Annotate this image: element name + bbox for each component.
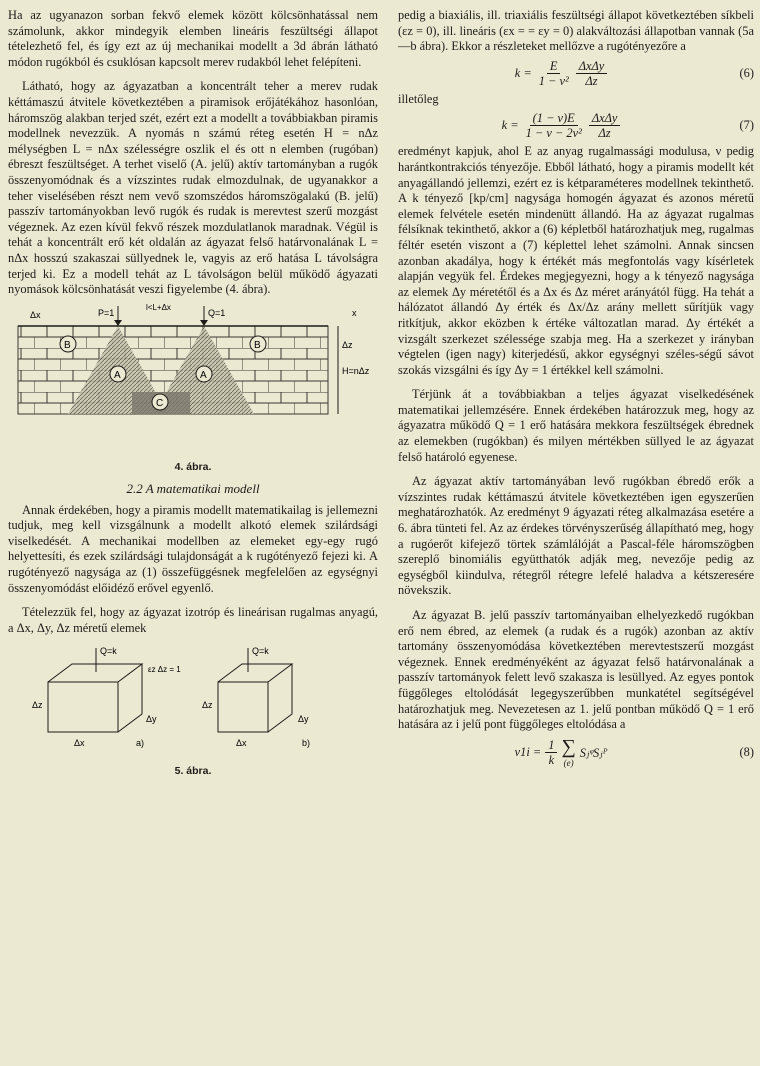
figure-5 <box>8 642 378 777</box>
label-dx-a: Δx <box>74 738 85 749</box>
element-cube-diagram <box>8 642 378 760</box>
equation-7 <box>398 111 754 140</box>
figure-caption: 4. ábra. <box>174 460 212 473</box>
eq-den: 1 − ν − 2ν² <box>525 126 582 141</box>
eq-den: k <box>548 753 555 768</box>
equation-6 <box>398 59 754 88</box>
label-dx: Δx <box>30 309 41 320</box>
section-heading: 2.2 A matematikai modell <box>126 480 260 496</box>
left-column <box>8 8 378 781</box>
label-dz-b: Δz <box>202 700 213 711</box>
label-b-right: B <box>254 339 261 351</box>
label-dy-b: Δy <box>298 714 309 725</box>
label-a-right: A <box>200 369 207 381</box>
eq-num: 1 <box>545 738 557 753</box>
eq-num: E <box>547 59 561 74</box>
eq-den2: Δz <box>598 126 611 141</box>
eq-num2: ΔxΔy <box>576 59 608 74</box>
label-qk-a: Q=k <box>100 646 117 657</box>
paragraph: Ha az ugyanazon sorban fekvő elemek között kölcsönhatással nem számolunk, akkor mindegyik elemben lineáris feszültségi állapot tételezhető fel, és így ezt az új mechanikai modellt a 3d ábrán látható módon rugókból és csuklósan kapcsolt merev rudakból lehet felépíteni. <box>8 8 378 69</box>
equation-number: (7) <box>739 118 754 133</box>
paragraph: eredményt kapjuk, ahol E az anyag rugalmassági modulusa, ν pedig harántkontrakciós tényezője. Ebből látható, hogy a piramis modellt két anyagállandó jellemzi, ezért ez is kétparaméteres modellnek tekinthető. A k tényező [kp/cm] nagysága homogén ágyazat és azonos méretű elemek felvétele esetén mindenütt állandó. Ha az ágyazat rugalmas félsíknak tekinthető, akkor a (6) képletből határozhatjuk meg, rugalmas féltér esetén viszont a (7) képlettel lehet számolni. Annak sincsen azonban akadálya, hogy k értékét más megfontolás vagy kísérletek alapján vegyük fel. Érdekes megjegyezni, hogy a k tényező nagysága az elemek Δy méretétől és a Δx és Δz méret arányától függ. Ha tehát a hálózatot állandó Δy érték és Δx/Δz arány mellett sűrítjük vagy ritkítjuk, akkor eközben k értéke változatlan marad. Δy értékét a vizsgált szerkezet szélessége szabja meg. Ha a szerkezet y irányban végtelen (igen nagy) kiterjedésű, akkor egységnyi széles-ségű sávot szokás vizsgálni és így Δy = 1 értékkel kell számolni. <box>398 144 754 377</box>
figure-caption: 5. ábra. <box>174 765 212 778</box>
label-dy-a: Δy <box>146 714 157 725</box>
label-q: Q=1 <box>208 307 226 318</box>
label-x: x <box>352 307 357 318</box>
paragraph: illetőleg <box>398 91 439 106</box>
label-h: H=nΔz <box>342 365 370 376</box>
eq-den2: Δz <box>585 73 598 88</box>
sum-symbol: ∑ <box>561 735 576 758</box>
equation-number: (8) <box>739 745 754 760</box>
label-eps-a: εz Δz = 1 <box>148 665 181 675</box>
label-a-left: A <box>114 369 121 381</box>
label-p: P=1 <box>98 307 115 318</box>
equation-8 <box>398 737 754 769</box>
label-dz: Δz <box>342 339 353 350</box>
label-a: a) <box>136 738 145 749</box>
eq-den: 1 − ν² <box>538 73 569 88</box>
label-c: C <box>156 397 164 409</box>
figure-4 <box>8 304 378 473</box>
pyramid-model-diagram <box>8 304 378 456</box>
paragraph: Tételezzük fel, hogy az ágyazat izotróp és lineárisan rugalmas anyagú, a Δx, Δy, Δz méretű elemek <box>8 605 378 635</box>
label-b-left: B <box>64 339 71 351</box>
label-b: b) <box>302 738 311 749</box>
paragraph: Az ágyazat B. jelű passzív tartományaiban elhelyezkedő rugókban erő nem ébred, az elemek (a rudak és a rugók) azonban az aktív tartomány összenyomódása következtében merevtestszerű mozgást végeznek. Ennek eredményéként az ágyazat felső határvonalának a passzív tartományok felett levő szakasza is lesüllyed. Az egyes pontok függőleges eltolódását legegyszerűbben munkatétel segítségével határozhatjuk meg. Nevezetesen az 1. jelű pontban működő Q = 1 erő hatására az i jelű pont függőleges eltolódása a <box>398 608 754 732</box>
label-dz-a: Δz <box>32 700 43 711</box>
eq-lhs: k = <box>514 65 532 80</box>
label-qk-b: Q=k <box>252 646 269 657</box>
paragraph: Látható, hogy az ágyazatban a koncentrált teher a merev rudak kéttámaszú átvitele következtében a piramisok erőjátékához hasonlóan, háromszög alakban terjed szét, ezért ezt a modellt a továbbiakban piramis modellnek nevezzük. A nyomás n számú réteg esetén H = nΔz mélységben L = nΔx szélességre oszlik el és ott n elemben (rugóban) ébreszt feszültséget. A terhet viselő (A. jelű) aktív tartományban a rugók összenyomódnak és a vízszintes rudak elmozdulnak, de ugyanakkor a teher viselésében részt nem vevő szomszédos háromszögalakú (B. jelű) passzív tartományokban levő rugók és rudak is merevtest szerű mozgást végeznek. Az ezen kívül fekvő részek mozdulatlanok maradnak. Végül is tehát a koncentrált erő két oldalán az ágyazat felső határvonalának L = nΔx hosszú szakaszai süllyednek le, vagyis az erő hatása L távolságra terjed ki. Ez a modell tehát az L távolságon belül működő ágyazati nyomások kölcsönhatását veszi figyelembe (4. ábra). <box>8 79 378 297</box>
eq-lhs: v1i = <box>514 745 542 760</box>
label-l: l<L+Δx <box>146 303 171 312</box>
paragraph: pedig a biaxiális, ill. triaxiális feszültségi állapot következtében síkbeli (εz = 0), ill. lineáris (εx = = εy = 0) alakváltozási állapotban vannak (5a—b ábra). Ekkor a részleteket mellőzve a rugótényezőre a <box>398 8 754 54</box>
eq-num: (1 − ν)E <box>530 111 578 126</box>
equation-number: (6) <box>739 65 754 80</box>
paragraph: Térjünk át a továbbiakban a teljes ágyazat viselkedésének matematikai jellemzésére. Ennek érdekében határozzuk meg, hogy az ágyazatra működő Q = 1 erő hatására mekkora feszültségek ébrednek az elemekben (rugókban) és milyen mértékben süllyed le az ágyazat felső határoló egyenese. <box>398 387 754 464</box>
eq-rhs: SⱼᵠSⱼᴾ <box>579 745 608 760</box>
eq-num2: ΔxΔy <box>589 111 621 126</box>
eq-lhs: k = <box>501 118 519 133</box>
right-column <box>398 8 754 773</box>
sum-subscript: (e) <box>563 757 574 768</box>
label-dx-b: Δx <box>236 738 247 749</box>
paragraph: Annak érdekében, hogy a piramis modellt matematikailag is jellemezni tudjuk, meg kell vizsgálnunk a modellt alkotó elemek szilárdsági viselkedését. A mechanikai modellben az elemeket egy-egy rugó helyettesíti, és ezek szilárdsági tulajdonságát a k rugótényező fejezi ki. A rugótényező nagysága az (1) összefüggésnek megfelelően az egységnyi összenyomódást előidéző erővel egyenlő. <box>8 502 378 595</box>
paragraph: Az ágyazat aktív tartományában levő rugókban ébredő erők a vízszintes rudak kéttámaszú átvitele következtében igen egyszerűen meghatározhatók. Az eredményt 9 ágyazati réteg alkalmazása esetére a 6. ábra tünteti fel. Az az érdekes törvényszerűség állapítható meg, hogy a rugóerőt kifejező törtek számlálóját a Pascal-féle háromszögben szereplő binomiális együtthatók adják meg, nevezője pedig az egységből kiindulva, rétegről rétegre lefelé haladva a kétszeresére növekszik. <box>398 474 754 598</box>
